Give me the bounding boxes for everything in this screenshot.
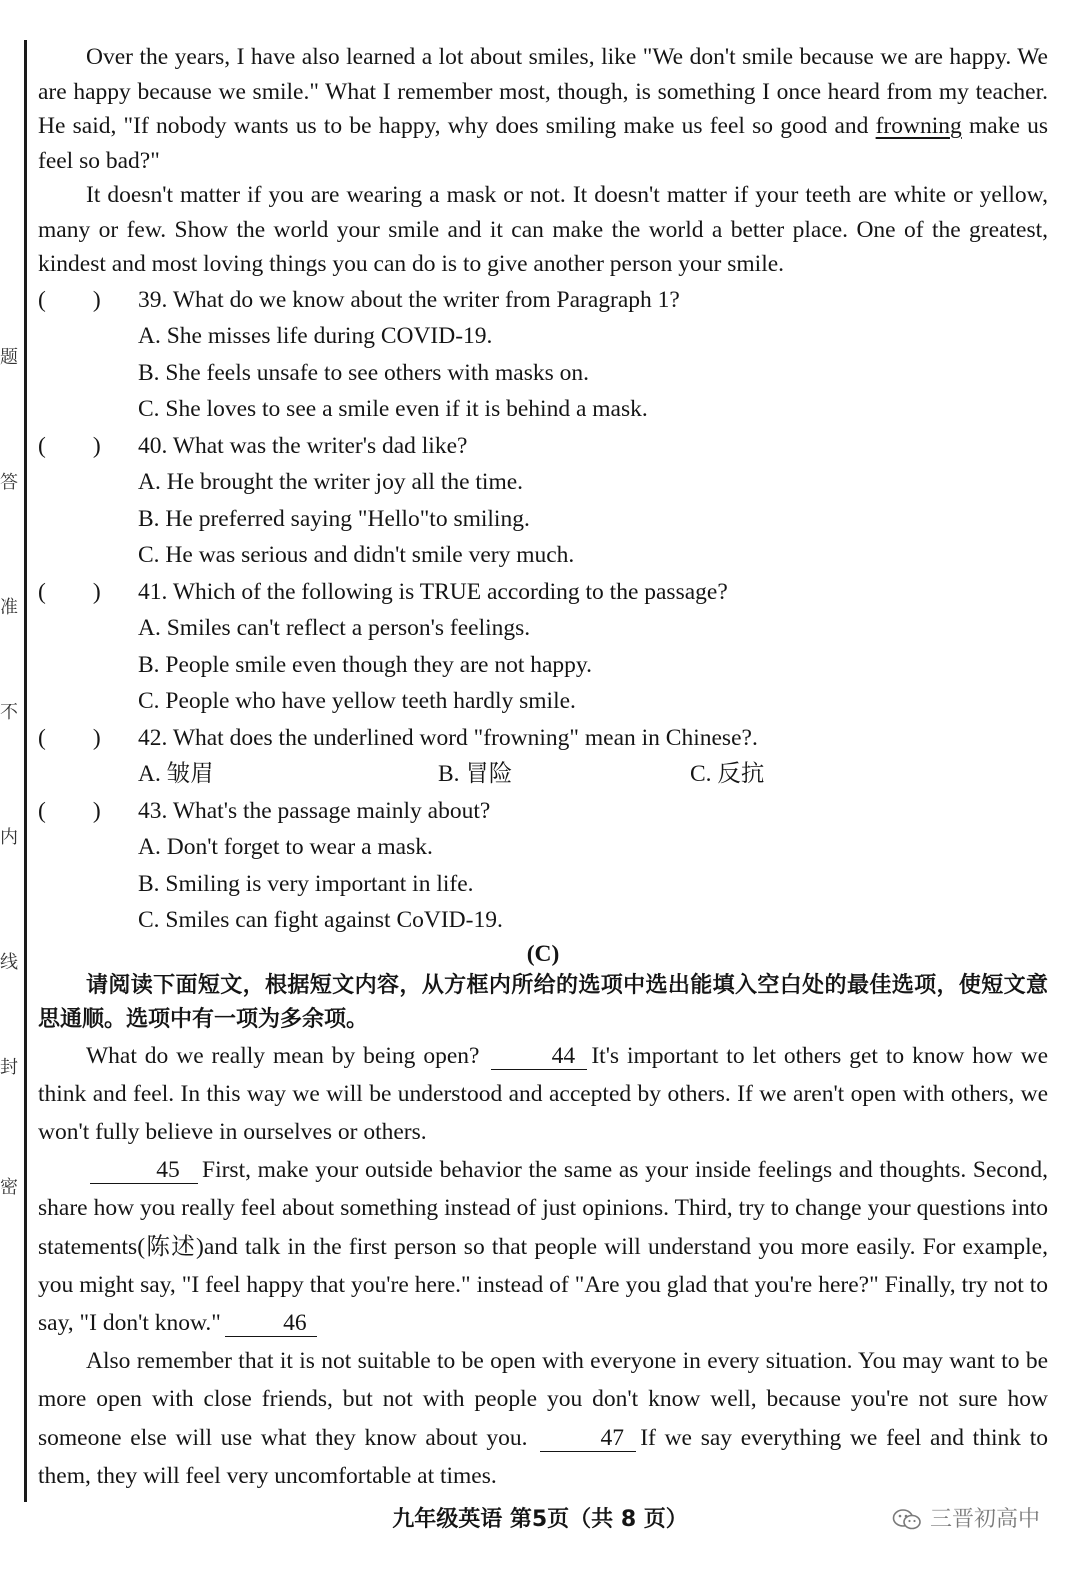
passage-text: What do we really mean by being open?: [86, 1042, 488, 1069]
answer-option[interactable]: B. She feels unsafe to see others with masks on.: [138, 359, 589, 386]
passage-text: Over the years, I have also learned a lot about smiles, like "We don't smile because we are happy. We are happy because we smile." What I remember most, though, is something I once heard from my teacher. He said, "If nobody wants us to be happy, why does smiling make us feel so good and: [38, 44, 1048, 139]
answer-option[interactable]: A. Don't forget to wear a mask.: [138, 834, 433, 860]
question-text: 41. Which of the following is TRUE according to the passage?: [138, 578, 728, 605]
answer-option[interactable]: C. He was serious and didn't smile very much.: [138, 542, 575, 568]
passage-c-paragraph: [38, 1151, 1048, 1342]
answer-option[interactable]: C. Smiles can fight against CoVID-19.: [138, 907, 503, 933]
answer-option[interactable]: C. She loves to see a smile even if it is behind a mask.: [138, 396, 648, 422]
passage-text: First, make your outside behavior the same as your inside feelings and thoughts. Second, share how you really feel about something instead of just opinions. Third, try to change your questions into statements(陈述)and talk in the first person so that people will understand you more easily. For example, you might say, "I feel happy that you're here." instead of "Are you glad that you're here?" Finally, try not to say, "I don't know.": [38, 1157, 1048, 1336]
reading-passage-b: [38, 40, 1048, 282]
answer-option-row: [38, 756, 1048, 793]
answer-option[interactable]: A. He brought the writer joy all the time.: [138, 469, 524, 495]
answer-bracket[interactable]: ( ): [38, 286, 101, 313]
question-stem: [38, 720, 1048, 757]
margin-char: 线: [0, 952, 18, 973]
answer-bracket[interactable]: ( ): [38, 578, 101, 605]
binding-line: [24, 40, 27, 1502]
question-stem: [38, 428, 1048, 465]
answer-option[interactable]: B. He preferred saying "Hello"to smiling.: [138, 505, 530, 532]
watermark: [892, 1502, 1040, 1538]
answer-bracket[interactable]: ( ): [38, 797, 101, 824]
passage-text: make us feel so bad?": [38, 113, 1048, 174]
passage-c-paragraph: [38, 1037, 1048, 1152]
page-footer: 九年级英语 第5页（共 8 页）: [392, 1507, 688, 1532]
question-stem: [38, 793, 1048, 830]
passage-paragraph: [38, 178, 1048, 282]
margin-char: 准: [0, 597, 18, 618]
section-title: (C): [526, 940, 560, 967]
answer-bracket[interactable]: ( ): [38, 724, 101, 751]
passage-c-paragraph: [38, 1342, 1048, 1495]
passage-text: It's important to let others get to know how we think and feel. In this way we will be understood and accepted by others. If we aren't open with others, we won't fully believe in ourselves or others.: [38, 1042, 1048, 1145]
answer-blank-47[interactable]: 47: [540, 1425, 636, 1452]
answer-option[interactable]: A. Smiles can't reflect a person's feelings.: [138, 615, 531, 641]
answer-option[interactable]: C. 反抗: [690, 761, 765, 787]
wechat-icon: [892, 1508, 922, 1532]
margin-char: 不: [0, 702, 18, 723]
question-list: [38, 282, 1048, 939]
margin-char: 题: [0, 347, 18, 368]
answer-option[interactable]: A. 皱眉: [138, 761, 214, 787]
passage-paragraph: [38, 40, 1048, 178]
answer-option[interactable]: A. She misses life during COVID-19.: [138, 323, 493, 349]
passage-text: If we say everything we feel and think to them, they will feel very uncomfortable at times.: [38, 1424, 1048, 1489]
answer-blank-46[interactable]: 46: [225, 1310, 317, 1337]
answer-option[interactable]: C. People who have yellow teeth hardly smile.: [138, 688, 576, 714]
passage-text: It doesn't matter if you are wearing a mask or not. It doesn't matter if your teeth are white or yellow, many or few. Show the world your smile and it can make the world a better place. One of the greatest, kindest and most loving things you can do is to give another person your smile.: [38, 182, 1048, 277]
answer-bracket[interactable]: ( ): [38, 432, 101, 459]
answer-option[interactable]: B. Smiling is very important in life.: [138, 870, 474, 897]
margin-char: 封: [0, 1057, 18, 1078]
margin-char: 答: [0, 472, 18, 493]
underlined-word: frowning: [875, 113, 962, 139]
question-stem: [38, 574, 1048, 611]
question-text: 42. What does the underlined word "frowning" mean in Chinese?.: [138, 724, 758, 751]
margin-char: 密: [0, 1177, 18, 1198]
answer-blank-45[interactable]: 45: [90, 1157, 198, 1184]
watermark-text: 三晋初高中: [929, 1507, 1040, 1532]
answer-blank-44[interactable]: 44: [491, 1043, 587, 1070]
answer-option[interactable]: B. 冒险: [438, 761, 513, 787]
question-text: 39. What do we know about the writer from Paragraph 1?: [138, 286, 680, 313]
margin-char: 内: [0, 827, 18, 848]
question-text: 43. What's the passage mainly about?: [138, 797, 491, 824]
page-content: [38, 40, 1048, 1495]
section-instruction: 请阅读下面短文，根据短文内容，从方框内所给的选项中选出能填入空白处的最佳选项，使短文意思通顺。选项中有一项为多余项。: [38, 972, 1048, 1032]
passage-text: Also remember that it is not suitable to be open with everyone in every situation. You may want to be more open with close friends, but not with people you don't know well, because you're not sure how someone else will use what they know about you.: [38, 1348, 1048, 1451]
question-text: 40. What was the writer's dad like?: [138, 432, 468, 459]
answer-option[interactable]: B. People smile even though they are not happy.: [138, 651, 593, 678]
question-stem: [38, 282, 1048, 319]
